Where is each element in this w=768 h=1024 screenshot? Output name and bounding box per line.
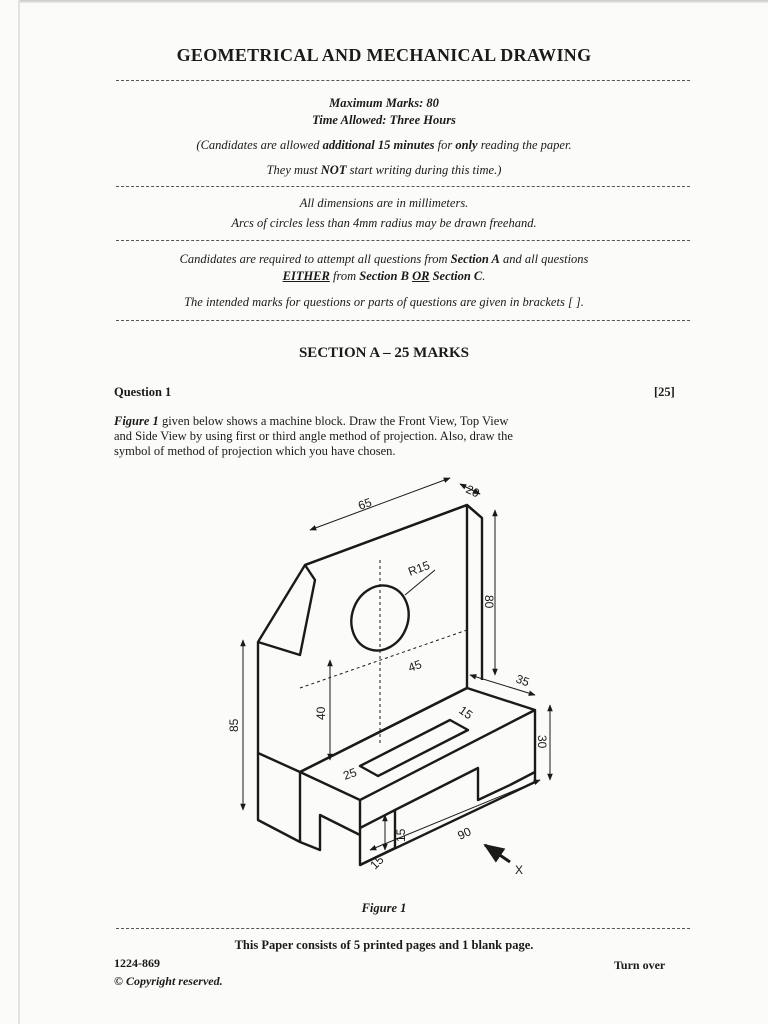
instructions-line: Candidates are required to attempt all questions from Section A and all questions <box>179 252 589 266</box>
view-direction-label: X <box>515 863 524 877</box>
arcs-note: Arcs of circles less than 4mm radius may be drawn freehand. <box>231 216 537 230</box>
right-edge <box>467 505 482 680</box>
dim-15-slot: 15 <box>456 702 476 723</box>
page-edge <box>20 0 768 3</box>
dim-90: 90 <box>455 824 474 843</box>
question-text: Figure 1 given below shows a machine block. Draw the Front View, Top View and Side View by using first or third angle method of projection. Also, draw the symbol of method of projection which you have chosen. <box>114 414 513 458</box>
marks-note: The intended marks for questions or parts of questions are given in brackets [ ]. <box>184 295 584 309</box>
paper-code: 1224-869 <box>114 956 160 970</box>
upright-plate-face <box>258 505 467 772</box>
section-title: SECTION A – 25 MARKS <box>298 345 470 361</box>
dim-20: 20 <box>463 482 482 501</box>
instructions-sections: EITHER from Section B OR Section C. <box>282 269 486 283</box>
block-outline <box>258 505 535 865</box>
paper-title: GEOMETRICAL AND MECHANICAL DRAWING <box>176 45 592 65</box>
dim-r15: R15 <box>406 558 432 579</box>
dim-85: 85 <box>227 718 241 732</box>
divider-rule <box>116 320 690 321</box>
dim-25: 25 <box>341 765 359 783</box>
question-marks: [25] <box>654 385 675 399</box>
divider-rule <box>116 186 690 187</box>
base-top <box>300 688 535 865</box>
divider-rule <box>116 240 690 241</box>
dim-65-line <box>310 478 450 530</box>
dim-45: 45 <box>406 657 424 675</box>
dim-65: 65 <box>356 495 374 513</box>
dim-15-bottom: 15 <box>367 852 387 873</box>
dim-35: 35 <box>513 671 532 690</box>
dim-15-upright: 15 <box>394 828 408 842</box>
dimension-labels <box>227 482 549 877</box>
no-writing-note: They must NOT start writing during this time.) <box>266 163 502 177</box>
divider-rule <box>116 928 690 929</box>
pages-note: This Paper consists of 5 printed pages and 1 blank page. <box>234 938 534 952</box>
dim-80: 80 <box>482 595 496 609</box>
dimension-lines <box>243 478 550 862</box>
dim-30: 30 <box>535 735 549 749</box>
figure-caption: Figure 1 <box>361 901 407 915</box>
dim-40: 40 <box>314 706 328 720</box>
page-edge-left <box>18 0 20 1024</box>
copyright-note: © Copyright reserved. <box>114 974 223 988</box>
dimensions-note: All dimensions are in millimeters. <box>299 196 469 210</box>
rectangular-slot <box>360 720 468 776</box>
max-marks: Maximum Marks: 80 <box>329 96 439 110</box>
question-label: Question 1 <box>114 385 172 399</box>
chamfer-edge <box>258 565 315 655</box>
centerline-h <box>300 630 467 688</box>
reading-time-note: (Candidates are allowed additional 15 minutes for only reading the paper. <box>196 138 572 152</box>
top-edge <box>305 505 482 565</box>
figure-reference: Figure 1 <box>114 414 159 428</box>
time-allowed: Time Allowed: Three Hours <box>312 113 456 127</box>
machine-block-figure <box>210 470 570 900</box>
turn-over: Turn over <box>614 958 666 972</box>
view-direction-arrow <box>485 845 510 862</box>
divider-rule <box>116 80 690 81</box>
